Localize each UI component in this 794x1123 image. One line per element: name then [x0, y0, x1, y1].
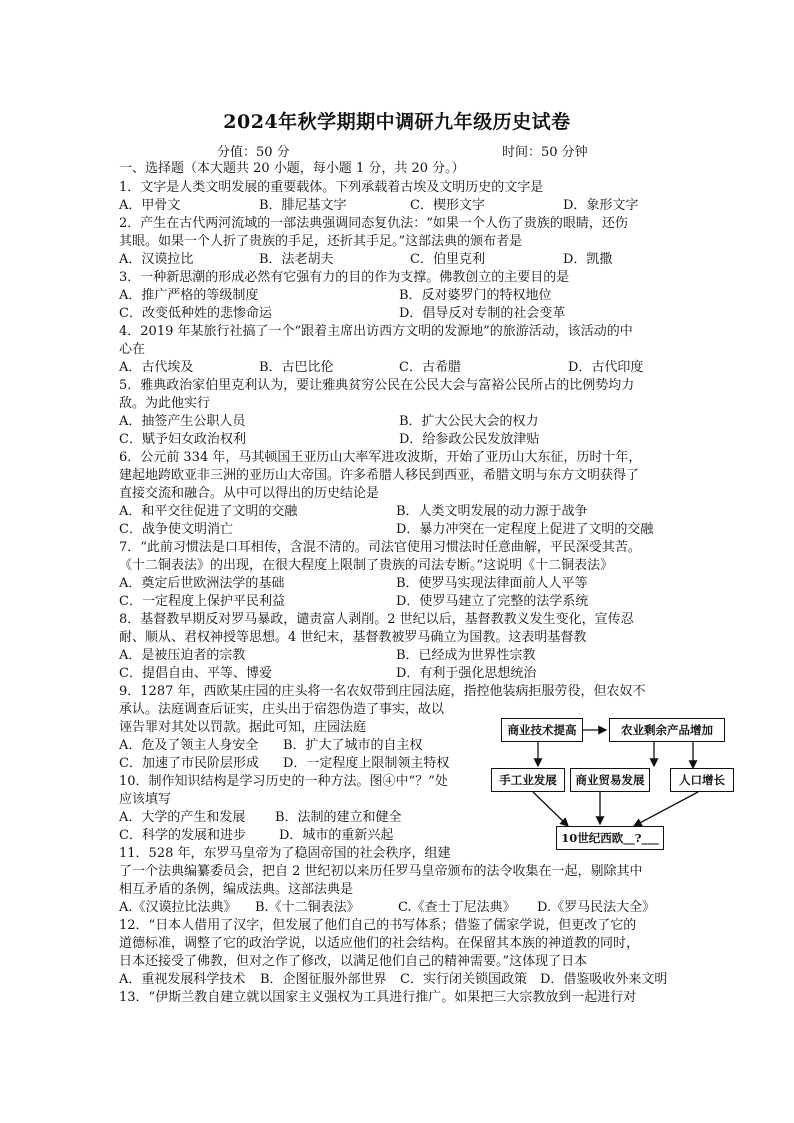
question-stem: 3．一种新思潮的形成必然有它强有力的目的作为支撑。佛教创立的主要目的是 [119, 270, 570, 285]
exam-title: 2024年秋学期期中调研九年级历史试卷 [223, 111, 571, 133]
option-d: D．凯撒 [563, 252, 613, 267]
question-stem: 道德标准，调整了它的政治学说，以适应他们的社会结构。在保留其本族的神道教的同时， [119, 936, 640, 951]
option-d: D．借鉴吸收外来文明 [540, 972, 668, 987]
question-stem: 7．“此前习惯法是口耳相传，含混不清的。司法官使用习惯法时任意曲解，平民深受其苦。 [119, 540, 641, 555]
option-d: D．倡导反对专制的社会变革 [399, 306, 566, 321]
question-stem: 直接交流和融合。从中可以得出的历史结论是 [119, 486, 380, 501]
question-stem: 《十二铜表法》的出现，在很大程度上限制了贵族的司法专断。”这说明《十二铜表法》 [119, 558, 614, 573]
option-a: A.《汉谟拉比法典》 [119, 900, 237, 915]
option-b: B．企图征服外部世界 [260, 972, 387, 987]
question-stem: 耐、顺从、君权神授等思想。4 世纪末，基督教被罗马确立为国教。这表明基督教 [119, 630, 587, 645]
question-stem: 敌。为此他实行 [119, 396, 211, 411]
question-stem: 13．“伊斯兰教自建立就以国家主义强权为工具进行推广。如果把三大宗教放到一起进行对 [119, 990, 637, 1005]
diagram-box-agri-surplus: 农业剩余产品增加 [609, 718, 725, 742]
diagram-box-result: 10世纪西欧__?___ [556, 826, 664, 850]
option-b: B．腓尼基文字 [259, 198, 347, 213]
option-b: B．反对婆罗门的特权地位 [399, 288, 552, 303]
option-c: C．一定程度上保护平民利益 [119, 594, 285, 609]
option-a: A．危及了领主人身安全 [119, 738, 259, 753]
option-d: D．使罗马建立了完整的法学系统 [396, 594, 589, 609]
option-a: A．是被压迫者的宗教 [119, 648, 246, 663]
option-b: B．法老胡夫 [259, 252, 334, 267]
question-stem: 应该填写 [119, 792, 172, 807]
question-stem: 5．雅典政治家伯里克利认为，要让雅典贫穷公民在公民大会与富裕公民所占的比例势均力 [119, 378, 635, 393]
option-a: A．汉谟拉比 [119, 252, 194, 267]
question-stem: 建起地跨欧亚非三洲的亚历山大帝国。许多希腊人移民到西亚，希腊文明与东方文明获得了 [119, 468, 640, 483]
option-a: A．和平交往促进了文明的交融 [119, 504, 298, 519]
option-c: C．伯里克利 [410, 252, 485, 267]
question-stem: 1．文字是人类文明发展的重要载体。下列承载着古埃及文明历史的文字是 [119, 180, 544, 195]
option-a: A．抽签产生公职人员 [119, 414, 246, 429]
option-c: C．改变低种姓的悲惨命运 [119, 306, 272, 321]
option-b: B．扩大了城市的自主权 [283, 738, 423, 753]
option-c: C．实行闭关锁国政策 [400, 972, 527, 987]
question-stem: 了一个法典编纂委员会，把自 2 世纪初以来历任罗马皇帝颁布的法令收集在一起，剔除其中 [119, 864, 643, 879]
question-stem: 4．2019 年某旅行社搞了一个“跟着主席出访西方文明的发源地”的旅游活动，该活动的中 [119, 324, 633, 339]
knowledge-structure-diagram [488, 712, 748, 852]
question-stem: 12．“日本人借用了汉字，但发展了他们自己的书写体系；借鉴了儒家学说，但更改了它的 [119, 918, 637, 933]
option-a: A．奠定后世欧洲法学的基础 [119, 576, 285, 591]
option-c: C．科学的发展和进步 [119, 828, 246, 843]
diagram-box-handicraft: 手工业发展 [491, 768, 565, 792]
option-b: B．人类文明发展的动力源于战争 [396, 504, 588, 519]
option-b: B．使罗马实现法律面前人人平等 [396, 576, 588, 591]
question-stem: 9．1287 年，西欧某庄园的庄头将一名农奴带到庄园法庭，指控他装病拒服劳役，但农奴不 [119, 684, 646, 699]
option-d: D.《罗马民法大全》 [537, 900, 656, 915]
option-c: C.《查士丁尼法典》 [398, 900, 516, 915]
option-d: D．古代印度 [568, 360, 644, 375]
diagram-box-population: 人口增长 [670, 768, 734, 792]
option-c: C．古希腊 [399, 360, 461, 375]
option-a: A．甲骨文 [119, 198, 181, 213]
option-c: C．赋予妇女政治权利 [119, 432, 246, 447]
option-b: B．古巴比伦 [259, 360, 334, 375]
option-a: A．大学的产生和发展 [119, 810, 246, 825]
option-d: D．一定程度上限制领主特权 [283, 756, 450, 771]
option-d: D．有利于强化思想统治 [396, 666, 537, 681]
question-stem: 承认。法庭调查后证实，庄头出于宿怨伪造了事实，故以 [119, 702, 445, 717]
option-c: C．楔形文字 [410, 198, 485, 213]
option-c: C．加速了市民阶层形成 [119, 756, 259, 771]
question-stem: 11．528 年，东罗马皇帝为了稳固帝国的社会秩序，组建 [119, 846, 451, 861]
question-stem: 8．基督教早期反对罗马暴政，谴责富人剥削。2 世纪以后，基督教教义发生变化，宣传忍 [119, 612, 634, 627]
question-stem: 2．产生在古代两河流域的一部法典强调同态复仇法：“如果一个人伤了贵族的眼睛，还伤 [119, 216, 628, 231]
question-stem: 诬告罪对其处以罚款。据此可知，庄园法庭 [119, 720, 367, 735]
option-b: B.《十二铜表法》 [255, 900, 360, 915]
question-stem: 其眼。如果一个人折了贵族的手足，还折其手足。”这部法典的颁布者是 [119, 234, 523, 249]
option-b: B．已经成为世界性宗教 [396, 648, 536, 663]
option-a: A．推广严格的等级制度 [119, 288, 259, 303]
option-a: A．重视发展科学技术 [119, 972, 246, 987]
question-stem: 心在 [119, 342, 146, 357]
diagram-box-commerce-tech: 商业技术提高 [501, 718, 583, 742]
option-d: D．暴力冲突在一定程度上促进了文明的交融 [396, 522, 654, 537]
option-b: B．扩大公民大会的权力 [399, 414, 539, 429]
option-c: C．提倡自由、平等、博爱 [119, 666, 272, 681]
option-d: D．城市的重新兴起 [279, 828, 394, 843]
question-stem: 6．公元前 334 年，马其顿国王亚历山大率军进攻波斯，开始了亚历山大东征，历时十年， [119, 450, 642, 465]
option-a: A．古代埃及 [119, 360, 194, 375]
diagram-box-trade: 商业贸易发展 [570, 768, 650, 792]
option-d: D．给参政公民发放津贴 [399, 432, 540, 447]
question-stem: 日本还接受了佛教，但对之作了修改，以满足他们自己的精神需要。”这体现了日本 [119, 954, 588, 969]
option-b: B．法制的建立和健全 [275, 810, 402, 825]
option-c: C．战争使文明消亡 [119, 522, 233, 537]
section-heading: 一、选择题（本大题共 20 小题，每小题 1 分，共 20 分。） [119, 161, 465, 176]
score-info: 分值：50 分 [217, 145, 290, 160]
time-info: 时间：50 分钟 [502, 145, 588, 160]
option-d: D．象形文字 [563, 198, 639, 213]
question-stem: 相互矛盾的条例，编成法典。这部法典是 [119, 882, 354, 897]
question-stem: 10．制作知识结构是学习历史的一种方法。图④中“？”处 [119, 774, 448, 789]
